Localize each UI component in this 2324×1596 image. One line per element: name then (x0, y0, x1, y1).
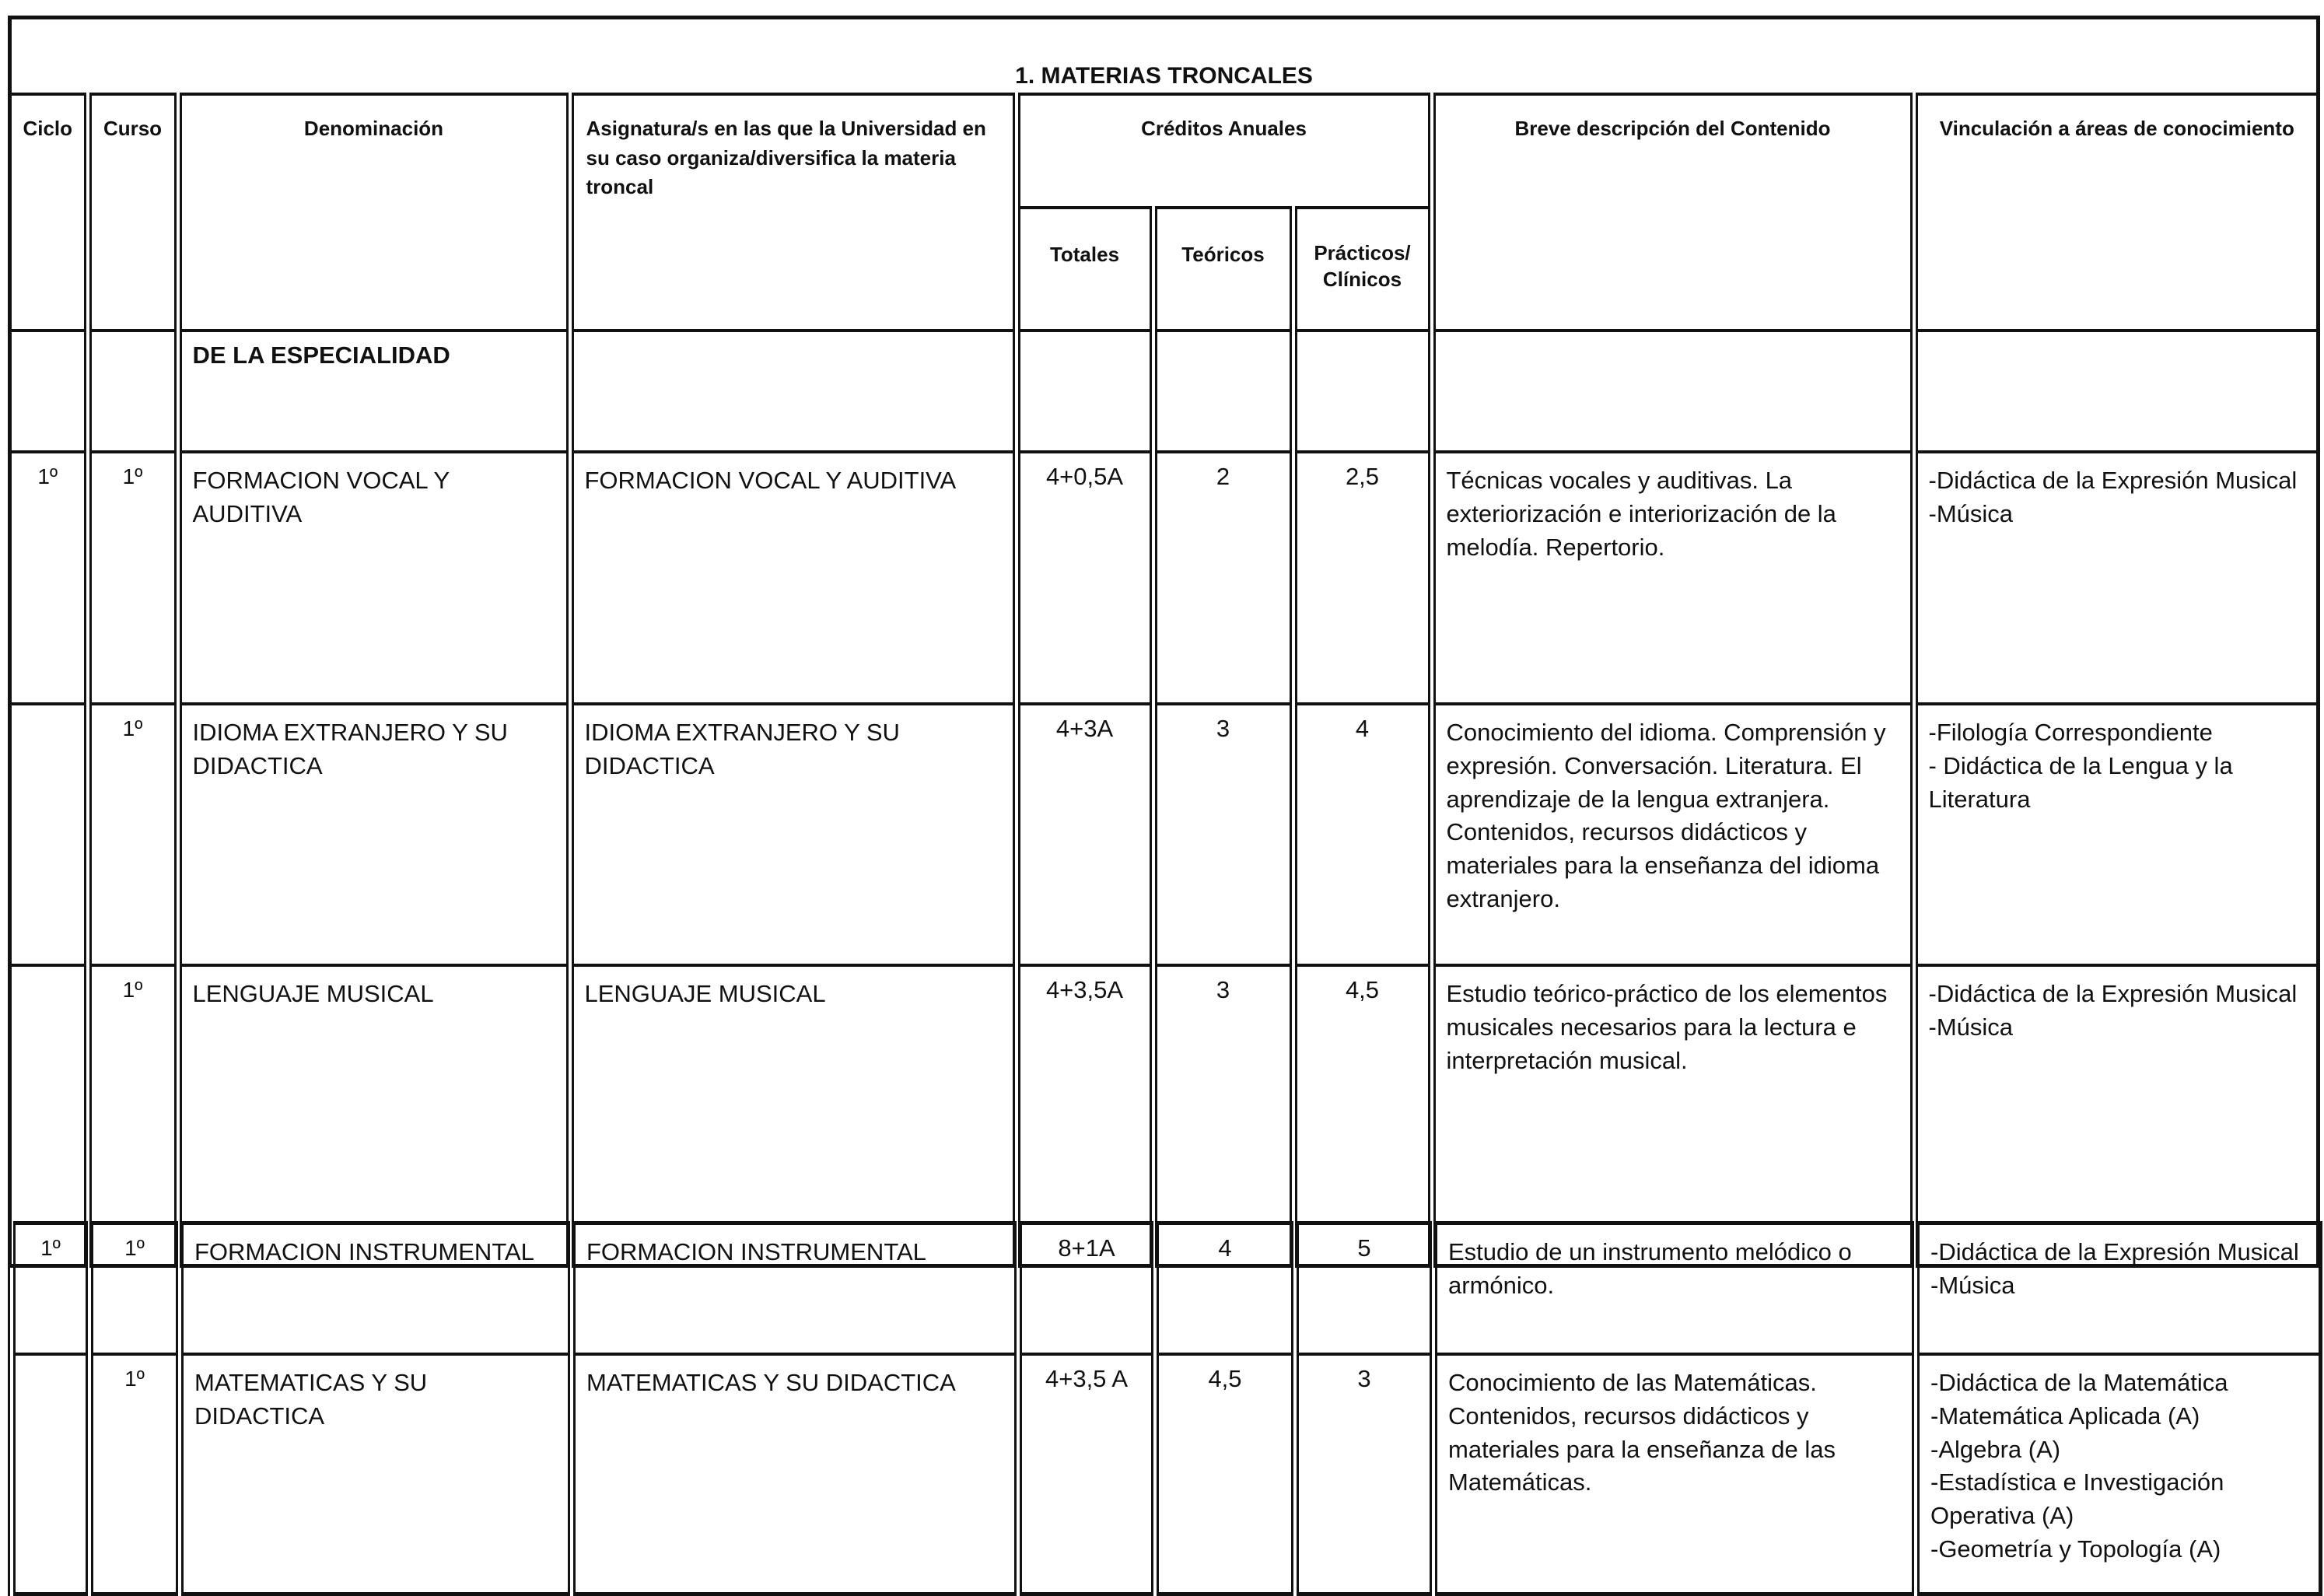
table-row (10, 452, 2319, 704)
row-curso: 1º (89, 1354, 180, 1594)
row-totales: 4+3,5A (1017, 965, 1153, 1266)
header-teoricos: Teóricos (1153, 208, 1293, 331)
row-descripcion: Conocimiento de las Matemáticas. Contenidos, recursos didácticos y materiales para la enseñanza de las Matemáticas. (1433, 1354, 1916, 1594)
row-practicos: 4,5 (1293, 965, 1432, 1266)
row-vinculacion: -Didáctica de la Expresión Musical -Música (1914, 452, 2319, 704)
table-row (12, 1354, 2320, 1594)
row-totales: 4+3A (1017, 704, 1153, 965)
row-vinculacion: -Didáctica de la Expresión Musical -Música (1914, 965, 2319, 1266)
row-denominacion: MATEMATICAS Y SU DIDACTICA (180, 1354, 572, 1594)
row-ciclo (10, 704, 88, 965)
row-asignatura: IDIOMA EXTRANJERO Y SU DIDACTICA (570, 704, 1017, 965)
row-descripcion: Estudio de un instrumento melódico o armónico. (1433, 1223, 1916, 1355)
row-ciclo (12, 1354, 89, 1594)
header-row (10, 94, 2319, 208)
row-vinculacion: -Didáctica de la Expresión Musical -Música (1916, 1223, 2320, 1355)
row-denominacion: FORMACION INSTRUMENTAL (180, 1223, 572, 1355)
row-curso: 1º (88, 704, 178, 965)
row-denominacion: LENGUAJE MUSICAL (178, 965, 570, 1266)
materias-troncales-table-continued (8, 1221, 2322, 1596)
header-asignatura: Asignatura/s en las que la Universidad en su caso organiza/diversifica la materia troncal (570, 94, 1017, 331)
row-asignatura: FORMACION INSTRUMENTAL (572, 1223, 1018, 1355)
row-denominacion: FORMACION VOCAL Y AUDITIVA (178, 452, 570, 704)
row-teoricos: 4 (1155, 1223, 1295, 1355)
header-curso: Curso (88, 94, 178, 331)
row-asignatura: MATEMATICAS Y SU DIDACTICA (572, 1354, 1018, 1594)
row-curso: 1º (89, 1223, 180, 1355)
table-title: 1. MATERIAS TRONCALES (10, 18, 2319, 95)
table-row (12, 1223, 2320, 1355)
row-teoricos: 4,5 (1155, 1354, 1295, 1594)
header-descripcion: Breve descripción del Contenido (1432, 94, 1914, 331)
row-practicos: 2,5 (1293, 452, 1432, 704)
header-denominacion: Denominación (178, 94, 570, 331)
row-curso: 1º (88, 452, 178, 704)
header-totales: Totales (1017, 208, 1153, 331)
header-ciclo: Ciclo (10, 94, 88, 331)
row-asignatura: FORMACION VOCAL Y AUDITIVA (570, 452, 1017, 704)
row-teoricos: 3 (1153, 965, 1293, 1266)
section-row (10, 331, 2319, 452)
row-vinculacion: -Filología Correspondiente - Didáctica de la Lengua y la Literatura (1914, 704, 2319, 965)
row-practicos: 4 (1293, 704, 1432, 965)
row-ciclo: 1º (12, 1223, 89, 1355)
header-vinculacion: Vinculación a áreas de conocimiento (1914, 94, 2319, 331)
row-descripcion: Técnicas vocales y auditivas. La exteriorización e interiorización de la melodía. Repertorio. (1432, 452, 1914, 704)
header-practicos: Prácticos/ Clínicos (1293, 208, 1432, 331)
header-creditos-anuales: Créditos Anuales (1017, 94, 1432, 208)
row-practicos: 5 (1295, 1223, 1433, 1355)
row-descripcion: Conocimiento del idioma. Comprensión y expresión. Conversación. Literatura. El aprendizaje de la lengua extranjera. Contenidos, recursos didácticos y materiales para la enseñanza del idioma extranjero. (1432, 704, 1914, 965)
row-denominacion: IDIOMA EXTRANJERO Y SU DIDACTICA (178, 704, 570, 965)
row-descripcion: Estudio teórico-práctico de los elementos musicales necesarios para la lectura e interpretación musical. (1432, 965, 1914, 1266)
materias-troncales-table (8, 16, 2320, 1268)
section-label: DE LA ESPECIALIDAD (178, 331, 570, 452)
row-ciclo: 1º (10, 452, 88, 704)
table-row (10, 704, 2319, 965)
row-practicos: 3 (1295, 1354, 1433, 1594)
row-curso: 1º (88, 965, 178, 1266)
row-totales: 8+1A (1018, 1223, 1155, 1355)
row-teoricos: 2 (1153, 452, 1293, 704)
row-teoricos: 3 (1153, 704, 1293, 965)
row-totales: 4+3,5 A (1018, 1354, 1155, 1594)
row-vinculacion: -Didáctica de la Matemática -Matemática Aplicada (A) -Algebra (A) -Estadística e Investigación Operativa (A) -Geometría y Topología (A) (1916, 1354, 2320, 1594)
row-totales: 4+0,5A (1017, 452, 1153, 704)
row-asignatura: LENGUAJE MUSICAL (570, 965, 1017, 1266)
